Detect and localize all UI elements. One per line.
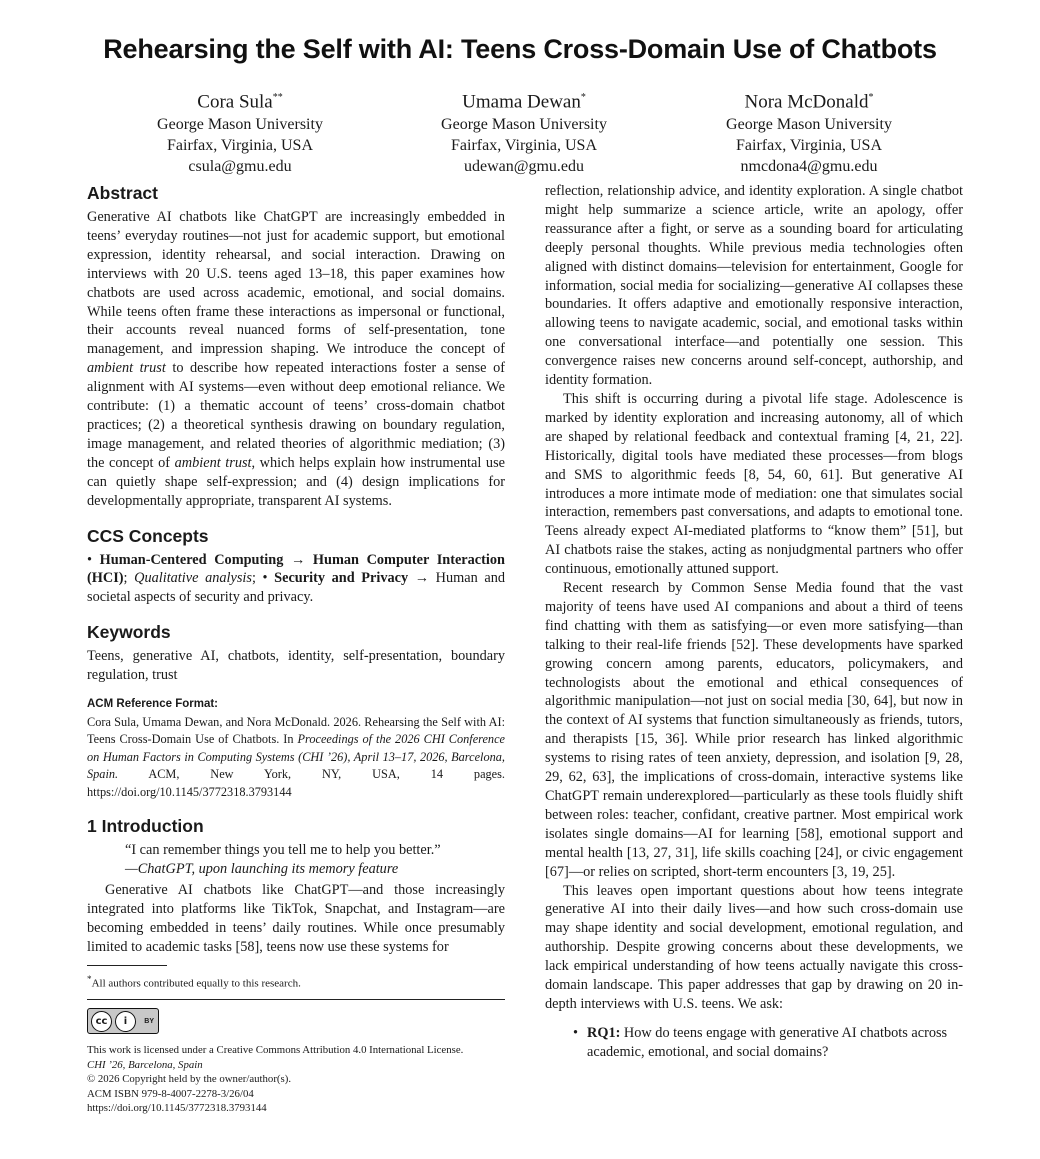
license-statement: This work is licensed under a Creative Commons Attribution 4.0 International License. [87, 1044, 464, 1057]
author-email[interactable]: udewan@gmu.edu [463, 158, 585, 176]
rq-label: RQ1: [587, 1024, 621, 1041]
cc-by-badge-icon[interactable] [87, 1008, 159, 1034]
intro-paragraph: This leaves open important questions about how teens integrate generative AI into their daily lives—and how such cross-domain use may shape identity and social development, emotional regulation, and authorship. Despite growing concerns about these developments, we lack empirical understanding of how teens actually navigate this cross-domain landscape. This paper addresses that gap by drawing on 20 in-depth interviews with U.S. teens. We ask: [545, 882, 963, 1012]
author-mark: ** [272, 92, 283, 103]
intro-paragraph: Generative AI chatbots like ChatGPT—and those increasingly integrated into platforms like TikTok, Snapchat, and Instagram—are becoming embedded in teens’ daily routines. While once presumably limited to academic tasks [58], teens now use these systems for [87, 882, 505, 955]
epigraph [125, 841, 505, 879]
attribution-icon: i [115, 1011, 136, 1032]
acm-reference-part: Cora Sula, Umama Dewan, and Nora McDonald. 2026. Rehearsing the Self with AI: Teens Cross-Domain Use of Chatbots. In [87, 714, 505, 747]
keywords-text: Teens, generative AI, chatbots, identity, self-presentation, boundary regulation, trust [87, 648, 505, 684]
author-block [0, 86, 1040, 176]
author-name: Umama Dewan [462, 91, 581, 113]
abstract-term: ambient trust [174, 454, 252, 471]
author-location: Fairfax, Virginia, USA [451, 137, 597, 155]
ccs-concept: Security and Privacy → [274, 570, 430, 587]
rq-text: How do teens engage with generative AI chatbots across academic, emotional, and social domains? [587, 1024, 948, 1060]
epigraph-source [125, 860, 505, 879]
author-location: Fairfax, Virginia, USA [167, 137, 313, 155]
abstract-term: ambient trust [87, 360, 166, 377]
abstract-heading: Abstract [87, 183, 158, 203]
author-email[interactable]: csula@gmu.edu [188, 158, 292, 176]
research-question [573, 1024, 963, 1062]
author-affiliation: George Mason University [441, 116, 607, 134]
author-mark: * [580, 92, 586, 103]
ccs-separator: ; • [251, 570, 275, 587]
right-column [545, 182, 963, 1062]
acm-reference-heading: ACM Reference Format: [87, 698, 218, 711]
footnote-text: All authors contributed equally to this research. [91, 977, 301, 990]
acm-reference-venue: Proceedings of the 2026 CHI Conference on Human Factors in Computing Systems (CHI ’26), April 13–17, 2026, Barcelona, Spain. [87, 732, 505, 782]
intro-paragraph: reflection, relationship advice, and identity exploration. A single chatbot might help summarize a science article, write an apology, offer reassurance after a fight, or serve as a sounding board for articulating deeply personal thoughts. While previous media technologies often aligned with distinct domains—television for entertainment, Google for information, social media for socializing—generative AI collapses these boundaries. It offers adaptive and emotionally responsive interaction, allowing teens to navigate academic, social, and emotional tasks within one conversational interface—and potentially one session. This convergence raises new concerns around self-concept, authorship, and identity formation. [545, 183, 963, 389]
ccs-bullet: • [87, 551, 100, 568]
abstract-part: Generative AI chatbots like ChatGPT are increasingly embedded in teens’ everyday routines—not just for academic support, but emotional expression, identity rehearsal, and social interaction. Drawing on interviews with 20 U.S. teens aged 13–18, this paper examines how chatbots are used across academic, emotional, and social domains. While teens often frame these interactions as impersonal or functional, their accounts reveal nuanced forms of self-presentation, tone management, and impression shaping. We introduce the concept of [87, 209, 505, 358]
author-name: Nora McDonald [744, 91, 869, 113]
abstract-text [87, 208, 505, 511]
left-column [87, 182, 505, 1116]
ccs-text [87, 551, 505, 608]
by-label: BY [144, 1017, 154, 1025]
footnote-mark: * [87, 973, 92, 984]
introduction-heading: 1 Introduction [87, 816, 204, 837]
author-3 [659, 86, 959, 177]
license-venue [87, 1058, 505, 1073]
license-copyright: © 2026 Copyright held by the owner/author(s). [87, 1073, 292, 1086]
author-affiliation: George Mason University [157, 116, 323, 134]
paper-title: Rehearsing the Self with AI: Teens Cross-Domain Use of Chatbots [103, 34, 937, 64]
ccs-concept: Human and societal aspects of security and privacy. [87, 570, 505, 606]
footnote-rule [87, 965, 167, 966]
license-rule [87, 999, 505, 1000]
ccs-concept: Qualitative analysis [134, 570, 252, 587]
author-location: Fairfax, Virginia, USA [736, 137, 882, 155]
abstract-part: , which helps explain how instrumental use can quietly shape self-expression; and (4) design implications for developmentally appropriate, transparent AI systems. [87, 454, 505, 509]
author-1 [90, 86, 390, 177]
footnote [87, 972, 505, 991]
license-venue-text: CHI ’26, Barcelona, Spain [87, 1058, 203, 1071]
ccs-separator: ; [123, 570, 135, 587]
ccs-heading: CCS Concepts [87, 525, 209, 546]
epigraph-source-text: —ChatGPT, upon launching its memory feature [125, 861, 399, 878]
cc-icon: cc [91, 1011, 112, 1032]
ccs-concept: Human-Centered Computing → Human Computer Interaction (HCI) [87, 551, 505, 587]
abstract-part: to describe how repeated interactions foster a sense of alignment with AI systems—even without deep emotional reliance. We contribute: (1) a thematic account of teens’ cross-domain chatbot practices; (2) a theoretical synthesis drawing on boundary regulation, image management, and related theories of algorithmic mediation; (3) the concept of [87, 360, 505, 471]
intro-paragraph: This shift is occurring during a pivotal life stage. Adolescence is marked by identity exploration and increasing autonomy, all of which are shaped by relational feedback and contextual framing [4, 21, 22]. Historically, digital tools have mediated these processes—from blogs and SMS to algorithmic feeds [8, 54, 60, 61]. But generative AI introduces a more intimate mode of mediation: one that simulates social interaction, remembers past conversations, and adapts to emotional tone. Teens already expect AI-mediated platforms to “know them” [51], but AI chatbots raise the stakes, acting as nonjudgmental partners who offer continuous, emotionally attuned support. [545, 390, 963, 578]
author-affiliation: George Mason University [726, 116, 892, 134]
bullet-icon: • [573, 1024, 579, 1041]
author-mark: * [868, 92, 874, 103]
author-email[interactable]: nmcdona4@gmu.edu [740, 158, 878, 176]
author-2 [374, 86, 674, 177]
license-isbn: ACM ISBN 979-8-4007-2278-3/26/04 [87, 1087, 254, 1100]
license-block [87, 1043, 505, 1116]
acm-reference-part: ACM, New York, NY, USA, 14 pages. https://doi.org/10.1145/3772318.3793144 [87, 767, 505, 799]
keywords-heading: Keywords [87, 622, 171, 643]
intro-paragraph: Recent research by Common Sense Media found that the vast majority of teens have used AI companions and about a third of teens find chatting with them as satisfying—or even more satisfying—than talking to their real-life friends [52]. These developments have sparked growing concern among parents, educators, policymakers, and technologists about the emotional and ethical consequences of algorithmic manipulation—not just on social media [30, 64], but now in the context of AI systems that function simultaneously as friends, tutors, and therapists [15, 36]. While prior research has linked algorithmic systems to rising rates of teen anxiety, depression, and isolation [9, 28, 29, 62, 63], the implications of cross-domain, interactive systems like ChatGPT remain underexplored—particularly as these tools fluidly shift between roles: teacher, confidant, creative partner. Most empirical work isolates single domains—AI for learning [58], emotional support and mental health [13, 27, 31], life skills coaching [24], or civic engagement [67]—or relies on scripted, short-term encounters [3, 19, 25]. [545, 580, 963, 880]
acm-reference-text [87, 714, 505, 802]
license-doi[interactable]: https://doi.org/10.1145/3772318.3793144 [87, 1102, 267, 1115]
author-name: Cora Sula [197, 91, 273, 113]
epigraph-quote: “I can remember things you tell me to help you better.” [125, 842, 441, 859]
